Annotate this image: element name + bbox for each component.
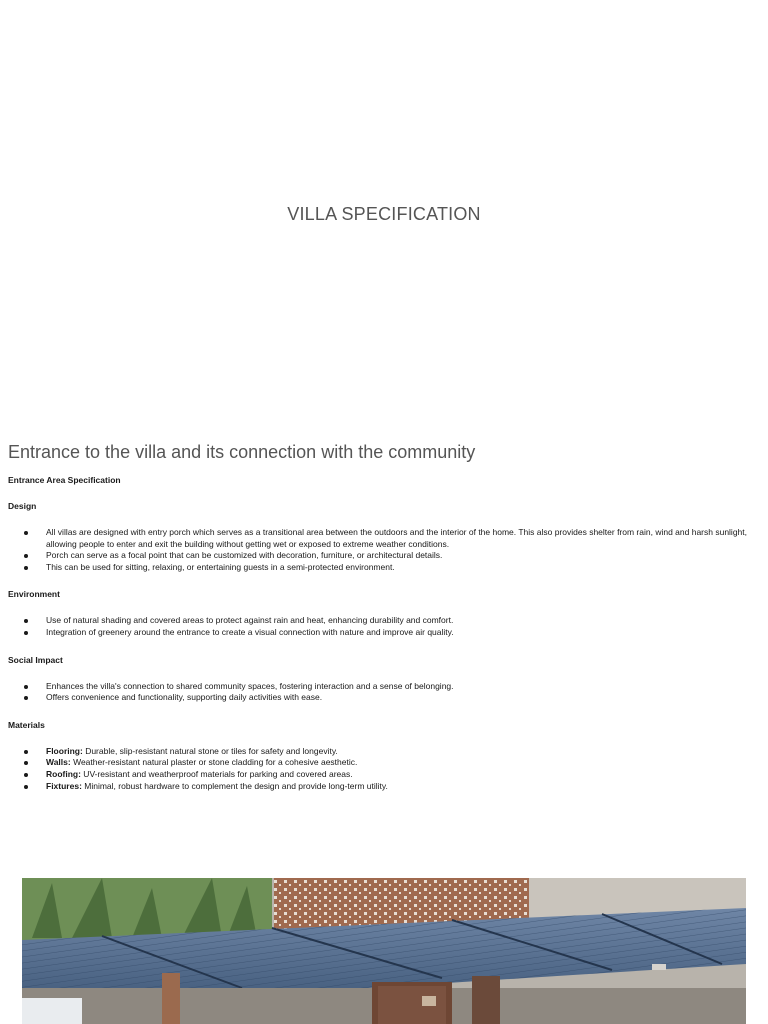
social-impact-list [8,681,758,704]
list-item [46,781,758,793]
pillar [472,976,500,1024]
material-term: Roofing: [46,768,81,779]
list-item [46,769,758,781]
section-heading: Entrance to the villa and its connection with the community [8,442,476,462]
list-item [46,757,758,769]
material-text: Minimal, robust hardware to complement the design and provide long-term utility. [81,780,388,791]
material-text: Weather-resistant natural plaster or stone cladding for a cohesive aesthetic. [70,757,358,768]
material-term: Walls: [46,757,71,768]
list-item: Offers convenience and functionality, supporting daily activities with ease. [46,692,758,704]
design-label: Design [8,501,37,511]
list-item: Enhances the villa's connection to shared community spaces, fostering interaction and a sense of belonging. [46,681,758,693]
list-item: Integration of greenery around the entrance to create a visual connection with nature and improve air quality. [46,627,758,639]
list-item: All villas are designed with entry porch which serves as a transitional area between the outdoors and the interior of the home. This also provides shelter from rain, wind and harsh sunlight, allowing people to enter and exit the building without getting wet or exposed to extreme weather conditions. [46,527,758,550]
materials-list [8,746,758,792]
list-item: Use of natural shading and covered areas to protect against rain and heat, enhancing durability and comfort. [46,615,758,627]
materials-label: Materials [8,719,45,730]
social-impact-label: Social Impact [8,654,63,665]
document-title: VILLA SPECIFICATION [287,204,481,224]
entrance-section [8,441,758,808]
material-term: Flooring: [46,745,83,756]
list-item: This can be used for sitting, relaxing, or entertaining guests in a semi-protected environment. [46,562,758,574]
material-text: Durable, slip-resistant natural stone or tiles for safety and longevity. [82,745,338,756]
list-item [46,746,758,758]
pillar [162,973,180,1024]
design-list [8,527,758,573]
list-item: Porch can serve as a focal point that can be customized with decoration, furniture, or architectural details. [46,550,758,562]
material-term: Fixtures: [46,780,82,791]
material-text: UV-resistant and weatherproof materials for parking and covered areas. [80,768,353,779]
environment-label: Environment [8,589,60,600]
entrance-rendering [22,878,746,1024]
entrance-rendering-illustration [22,878,746,1024]
spec-title: Entrance Area Specification [8,475,121,485]
environment-list [8,615,758,638]
